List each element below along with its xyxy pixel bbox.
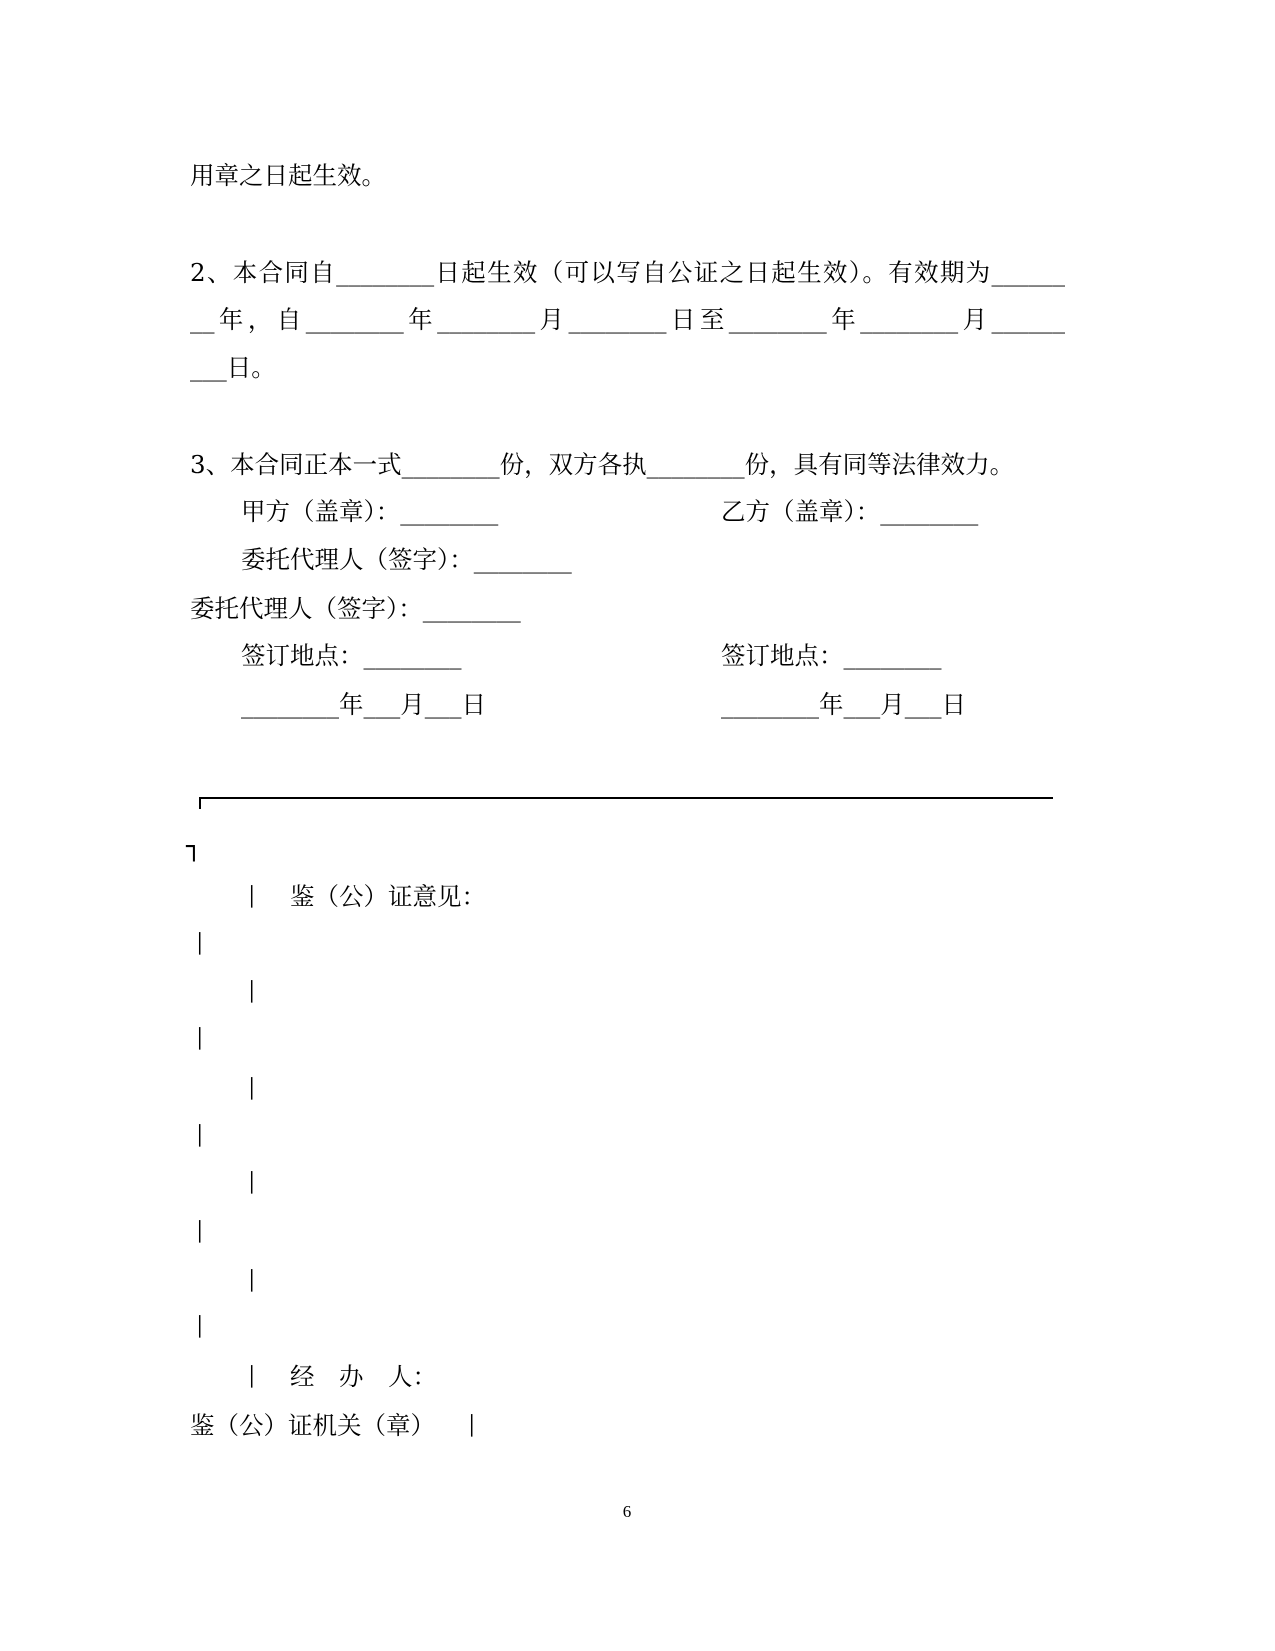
party-b-signing-place: 签订地点：________ [721,641,942,670]
notary-box-bar: │ [246,1366,258,1388]
party-b-seal: 乙方（盖章）：________ [721,497,979,526]
party-a-seal: 甲方（盖章）：________ [241,497,499,526]
page-number: 6 [622,1502,632,1521]
clause-2-line-1: 2、本合同自________日起生效（可以写自公证之日起生效）。有效期为______ [190,258,1065,287]
handler-label: 经 办 人： [290,1362,437,1391]
party-a-signing-place: 签订地点：________ [241,641,462,670]
notary-box-bar: │ [466,1415,478,1437]
party-b-date: ________年___月___日 [721,690,966,719]
notary-box-bar: │ [194,1316,206,1338]
notary-box-bar: │ [246,1078,258,1100]
clause-3: 3、本合同正本一式________份，双方各执________份，具有同等法律效力。 [190,450,1015,479]
agent-signature-2: 委托代理人（签字）：________ [190,594,521,623]
agent-signature-1: 委托代理人（签字）：________ [241,545,572,574]
notary-box-bar: │ [246,1172,258,1194]
notary-opinion-label: 鉴（公）证意见： [290,882,486,911]
notary-box-bar: │ [194,933,206,955]
notary-box-top-border [199,797,1053,799]
notary-authority-label: 鉴（公）证机关（章） [190,1411,435,1440]
party-a-date: ________年___月___日 [241,690,486,719]
notary-box-bar: │ [246,886,258,908]
notary-box-bar: │ [194,1125,206,1147]
clause-2-line-3: ___日。 [190,353,276,382]
notary-box-bar: │ [194,1221,206,1243]
notary-box-top-left-corner [199,799,201,809]
notary-box-bar: │ [194,1028,206,1050]
notary-box-bar: │ [246,1270,258,1292]
notary-box-bar: │ [246,981,258,1003]
notary-box-corner: ┐ [186,832,202,862]
continued-line: 用章之日起生效。 [190,161,386,190]
clause-2-line-2: __年，自________年________月________日至________年________月______ [190,305,1065,334]
